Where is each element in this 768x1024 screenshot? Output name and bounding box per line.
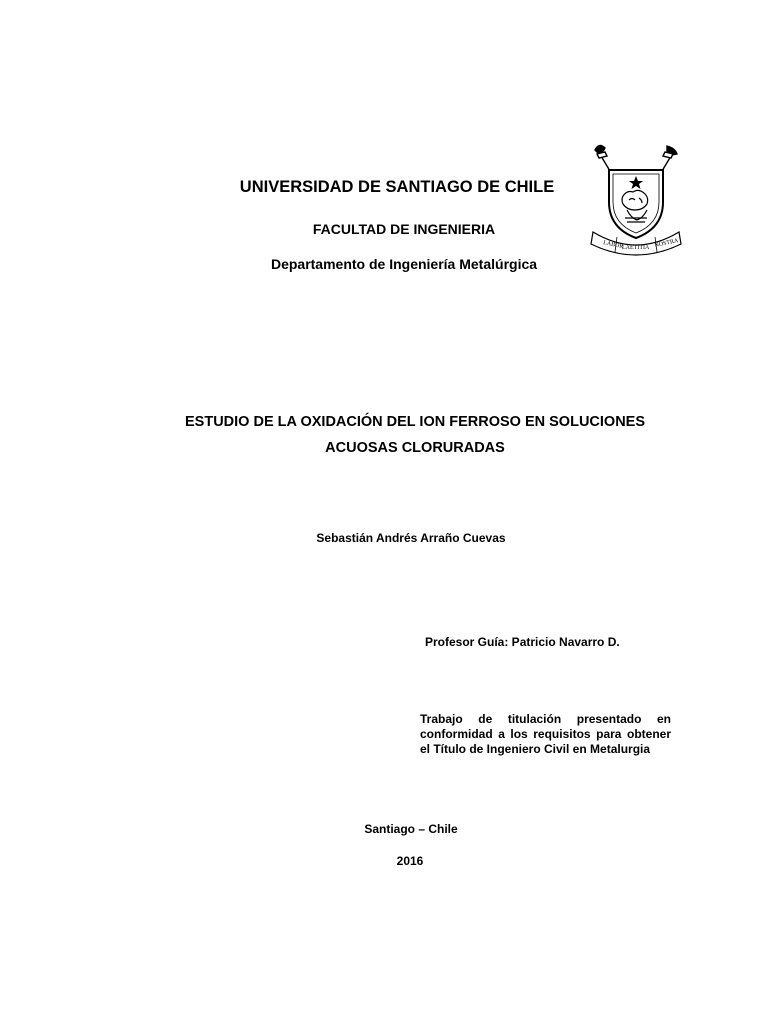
- thesis-title-line-1: ESTUDIO DE LA OXIDACIÓN DEL ION FERROSO EN SOLUCIONES: [184, 414, 646, 430]
- university-seal-icon: [587, 140, 685, 258]
- svg-text:LABOR: LABOR: [602, 240, 624, 251]
- university-name: UNIVERSIDAD DE SANTIAGO DE CHILE: [239, 178, 555, 196]
- faculty-name: FACULTAD DE INGENIERIA: [312, 221, 496, 237]
- svg-text:NOSTRA: NOSTRA: [654, 238, 679, 249]
- year: 2016: [396, 854, 424, 868]
- place: Santiago – Chile: [364, 822, 458, 836]
- svg-text:LAETITIA: LAETITIA: [622, 245, 650, 251]
- thesis-description: Trabajo de titulación presentado en conformidad a los requisitos para obtener el Título de Ingeniero Civil en Metalurgia: [420, 712, 671, 756]
- advisor-name: Profesor Guía: Patricio Navarro D.: [425, 635, 620, 649]
- department-name: Departamento de Ingeniería Metalúrgica: [270, 256, 538, 272]
- thesis-title-line-2: ACUOSAS CLORURADAS: [325, 440, 505, 456]
- author-name: Sebastián Andrés Arraño Cuevas: [316, 531, 506, 545]
